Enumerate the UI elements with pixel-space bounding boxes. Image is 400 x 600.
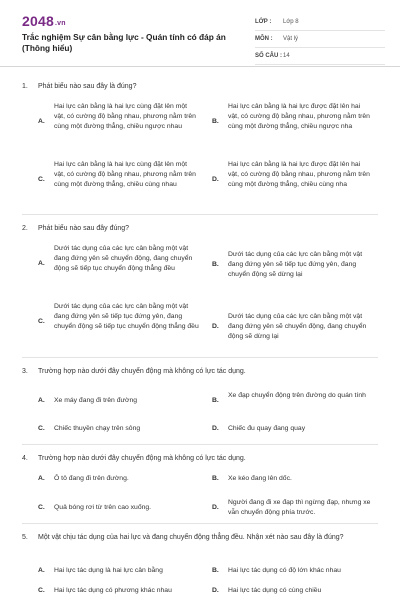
option-text: Người đang đi xe đạp thì ngừng đạp, nhưng xe vẫn chuyển động phía trước. [228,499,371,516]
question-stem: Một vật chịu tác dụng của hai lực và đang chuyển động thẳng đều. Nhận xét nào sau đây là đúng? [38,534,344,541]
question-2-text [22,224,362,234]
option-text: Hai lực cân bằng là hai lực được đặt lên hai vật, có cường độ bằng nhau, phương nằm trên cùng một đường thẳng, chiều cùng nha [228,161,370,188]
option-text: Hai lực cân bằng là hai lực cùng đặt lên một vật, có cường độ bằng nhau, phương nằm trên cùng một đường thẳng, chiều cùng nhau [54,161,196,188]
meta-row-class [255,14,385,31]
option-letter: C. [38,587,45,594]
meta-value: Vật lý [283,36,299,42]
meta-label: MÔN : [255,36,273,42]
option-letter: B. [212,261,219,268]
option-letter: D. [212,587,219,594]
question-5-text [22,533,362,543]
option-letter: B. [212,567,219,574]
question-divider [22,214,378,215]
option-text: Dưới tác dụng của các lực cân bằng một vật đang đứng yên sẽ chuyển động, đang chuyển động sẽ dừng lại [228,313,367,340]
meta-label: SỐ CÂU : [255,53,282,59]
option-text: Dưới tác dụng của các lực cân bằng một vật đang đứng yên sẽ chuyển động, đang chuyển động sẽ tiếp tục chuyển động thẳng đều [54,245,193,272]
logo-suffix: .vn [54,20,66,27]
question-number: 5. [22,534,28,541]
meta-row-subject [255,31,385,48]
option-letter: C. [38,504,45,511]
question-stem: Phát biểu nào sau đây đúng? [38,225,130,232]
question-number: 1. [22,83,28,90]
option-text: Quả bóng rơi từ trên cao xuống. [54,504,152,511]
meta-value: Lớp 8 [283,19,299,25]
question-divider [22,523,378,524]
worksheet-meta [255,14,385,65]
option-letter: A. [38,260,45,267]
option-letter: B. [212,475,219,482]
question-number: 4. [22,455,28,462]
question-stem: Phát biểu nào sau đây là đúng? [38,83,137,90]
option-letter: D. [212,425,219,432]
option-letter: C. [38,425,45,432]
option-letter: D. [212,323,219,330]
question-4-text [22,454,362,464]
option-text: Hai lực tác dụng là hai lực cân bằng [54,567,163,574]
option-letter: A. [38,567,45,574]
option-text: Dưới tác dụng của các lực cân bằng một vật đang đứng yên sẽ tiếp tục đứng yên, đang chuyển động sẽ dừng lại [228,251,363,278]
worksheet-title: Trắc nghiệm Sự cân bằng lực - Quán tính có đáp án (Thông hiểu) [22,32,226,53]
option-text: Hai lực tác dụng có cùng chiều [228,587,322,594]
option-letter: A. [38,118,45,125]
option-letter: A. [38,475,45,482]
question-3-text [22,367,362,377]
option-text: Dưới tác dụng của các lực cân bằng một vật đang đứng yên sẽ tiếp tục đứng yên, đang chuyển động sẽ tiếp tục chuyển động thẳng đều [54,303,199,330]
option-letter: C. [38,318,45,325]
option-letter: B. [212,118,219,125]
question-stem: Trường hợp nào dưới đây chuyển động mà không có lực tác dụng. [38,455,246,462]
option-letter: C. [38,176,45,183]
option-text: Xe máy đang đi trên đường [54,397,138,404]
option-text: Xe kéo đang lên dốc. [228,475,292,482]
meta-row-count [255,48,385,65]
option-text: Xe đạp chuyển động trên đường do quán tính [228,392,366,399]
option-text: Ô tô đang đi trên đường. [54,475,129,482]
worksheet-header [0,0,400,67]
question-divider [22,357,378,358]
option-text: Hai lực tác dụng có phương khác nhau [54,587,172,594]
meta-label: LỚP : [255,19,272,25]
site-logo[interactable] [22,13,66,29]
question-divider [22,444,378,445]
option-text: Chiếc đu quay đang quay [228,425,306,432]
option-text: Hai lực cân bằng là hai lực cùng đặt lên một vật, có cường độ bằng nhau, phương nằm trên cùng một đường thẳng, chiều ngược nhau [54,103,196,130]
option-letter: D. [212,504,219,511]
question-stem: Trường hợp nào dưới đây chuyển động mà không có lực tác dụng. [38,368,246,375]
option-text: Hai lực tác dụng có độ lớn khác nhau [228,567,341,574]
question-number: 2. [22,225,28,232]
option-letter: D. [212,176,219,183]
option-text: Hai lực cân bằng là hai lực được đặt lên hai vật, có cường độ bằng nhau, phương nằm trên cùng một đường thẳng, chiều ngược nha [228,103,370,130]
meta-value: 14 [283,53,290,59]
question-1-text [22,82,362,92]
option-letter: A. [38,397,45,404]
option-letter: B. [212,397,219,404]
logo-text: 2048 [22,13,54,29]
option-text: Chiếc thuyền chạy trên sông [54,425,141,432]
question-number: 3. [22,368,28,375]
